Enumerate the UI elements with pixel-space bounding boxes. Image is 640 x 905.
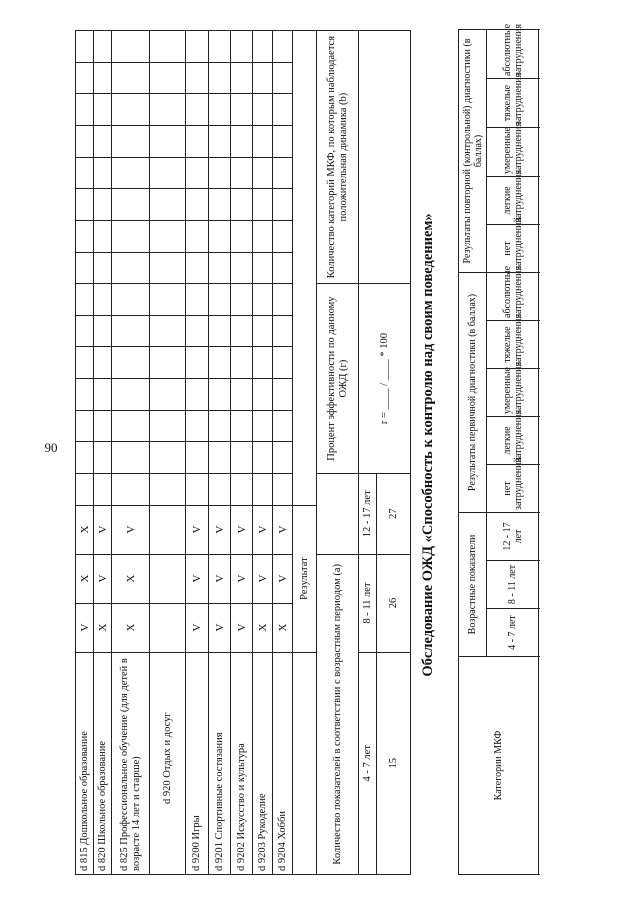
mark-cell	[112, 442, 150, 474]
mark-cell	[150, 315, 186, 347]
mark-cell	[273, 126, 293, 158]
table-row	[150, 31, 186, 875]
mark-cell	[253, 473, 273, 505]
mark-cell	[112, 220, 150, 252]
primary-level-2: умеренные затруднения	[487, 368, 539, 416]
mark-cell	[112, 126, 150, 158]
mark-cell	[150, 442, 186, 474]
mark-cell: V	[186, 603, 209, 652]
mark-cell	[253, 347, 273, 379]
mark-cell: X	[76, 554, 94, 603]
mark-cell	[273, 347, 293, 379]
mark-cell	[112, 315, 150, 347]
row-label: d 9201 Спортивные состязания	[209, 652, 231, 874]
mark-cell	[76, 347, 94, 379]
mark-cell	[273, 252, 293, 284]
mark-cell	[209, 189, 231, 221]
table-row	[186, 31, 209, 875]
mark-cell	[186, 94, 209, 126]
mark-cell	[94, 189, 112, 221]
mark-cell	[150, 157, 186, 189]
mark-cell	[186, 157, 209, 189]
mark-cell: V	[273, 505, 293, 554]
row-label: d 9203 Рукоделие	[253, 652, 273, 874]
mark-cell	[273, 189, 293, 221]
mark-cell	[273, 94, 293, 126]
mark-cell	[94, 94, 112, 126]
mark-cell	[273, 379, 293, 411]
age-value-2: 26	[377, 554, 411, 652]
mark-cell	[150, 252, 186, 284]
mark-cell	[112, 284, 150, 316]
mark-cell	[209, 347, 231, 379]
mark-cell	[76, 379, 94, 411]
table-row	[253, 31, 273, 875]
mark-cell	[209, 284, 231, 316]
mark-cell	[231, 189, 253, 221]
page-number: 90	[44, 440, 58, 455]
mark-cell	[150, 379, 186, 411]
mark-cell	[94, 315, 112, 347]
mark-cell	[186, 473, 209, 505]
mark-cell	[253, 284, 273, 316]
primary-level-3: тяжелые затруднения	[487, 320, 539, 368]
mark-cell	[231, 94, 253, 126]
mark-cell: V	[209, 554, 231, 603]
mark-cell	[94, 126, 112, 158]
mark-cell	[112, 189, 150, 221]
behavior-control-table	[458, 23, 539, 875]
mark-cell: V	[231, 603, 253, 652]
mark-cell: V	[186, 554, 209, 603]
mark-cell	[253, 189, 273, 221]
mark-cell	[209, 379, 231, 411]
mark-cell	[209, 157, 231, 189]
mark-cell	[94, 410, 112, 442]
mark-cell	[209, 126, 231, 158]
mark-cell	[76, 410, 94, 442]
mark-cell	[76, 189, 94, 221]
mark-cell	[231, 347, 253, 379]
mark-cell	[231, 473, 253, 505]
mark-cell: V	[112, 505, 150, 554]
mark-cell	[273, 315, 293, 347]
mark-cell	[231, 220, 253, 252]
col-a-title: Количество показателей в соответствии с возрастным периодом (а)	[317, 554, 359, 874]
mark-cell	[186, 252, 209, 284]
mark-cell	[186, 442, 209, 474]
mark-cell	[253, 379, 273, 411]
row-label: d 9204 Хобби	[273, 652, 293, 874]
mark-cell	[112, 379, 150, 411]
mark-cell	[76, 220, 94, 252]
mark-cell	[94, 442, 112, 474]
mark-cell	[231, 126, 253, 158]
mark-cell	[231, 252, 253, 284]
mark-cell	[94, 347, 112, 379]
table-row	[209, 31, 231, 875]
result-label: Результат	[293, 505, 317, 652]
icf-activity-table	[75, 30, 411, 875]
mark-cell	[253, 94, 273, 126]
mark-cell	[76, 442, 94, 474]
mark-cell	[231, 315, 253, 347]
mark-cell	[150, 347, 186, 379]
mark-cell	[273, 473, 293, 505]
mark-cell	[94, 157, 112, 189]
mark-cell	[112, 94, 150, 126]
mark-cell	[253, 442, 273, 474]
mark-cell	[150, 505, 186, 554]
mark-cell	[253, 126, 273, 158]
table-row	[231, 31, 253, 875]
mark-cell	[76, 252, 94, 284]
mark-cell	[186, 189, 209, 221]
mark-cell	[186, 284, 209, 316]
mark-cell	[253, 410, 273, 442]
primary-title: Результаты первичной диагностики (в баллах)	[459, 272, 487, 512]
mark-cell	[150, 284, 186, 316]
mark-cell: V	[209, 505, 231, 554]
row-label: d 920 Отдых и досуг	[150, 652, 186, 874]
table-row	[112, 31, 150, 875]
mark-cell	[186, 410, 209, 442]
repeat-level-2: умеренные затруднения	[487, 127, 539, 176]
table-row	[273, 31, 293, 875]
mark-cell	[209, 94, 231, 126]
primary-level-0: нет затруднений	[487, 464, 539, 512]
mark-cell: V	[186, 505, 209, 554]
mark-cell	[273, 410, 293, 442]
mark-cell	[209, 442, 231, 474]
row-label: d 9202 Искусство и культура	[231, 652, 253, 874]
table-row	[76, 31, 94, 875]
mark-cell	[150, 220, 186, 252]
mark-cell	[150, 603, 186, 652]
col-g-title: Процент эффективности по данному ОЖД (г)	[317, 284, 359, 474]
mark-cell: X	[76, 505, 94, 554]
age-label-1: 4 - 7 лет	[359, 652, 377, 874]
mark-cell	[186, 379, 209, 411]
mark-cell	[231, 442, 253, 474]
age-label-2: 8 - 11 лет	[359, 554, 377, 652]
mark-cell	[150, 554, 186, 603]
mark-cell	[150, 126, 186, 158]
age-4-7: 4 - 7 лет	[487, 609, 539, 657]
age-value-1: 15	[377, 652, 411, 874]
age-12-17: 12 - 17 лет	[487, 512, 539, 560]
age-value-3: 27	[377, 473, 411, 554]
mark-cell	[112, 347, 150, 379]
mark-cell	[253, 252, 273, 284]
mark-cell: V	[253, 505, 273, 554]
mark-cell	[150, 189, 186, 221]
mark-cell	[186, 315, 209, 347]
repeat-level-4: абсолютные затруднения	[487, 29, 539, 78]
mark-cell: V	[273, 554, 293, 603]
mark-cell	[76, 284, 94, 316]
mark-cell	[76, 94, 94, 126]
repeat-title: Результаты повторной (контрольной) диагностики (в баллах)	[459, 29, 487, 272]
mark-cell	[186, 347, 209, 379]
primary-level-1: легкие затруднения	[487, 416, 539, 464]
repeat-level-3: тяжелые затруднения	[487, 78, 539, 127]
mark-cell: V	[94, 554, 112, 603]
mark-cell	[94, 379, 112, 411]
mark-cell	[94, 284, 112, 316]
age-8-11: 8 - 11 лет	[487, 561, 539, 609]
mark-cell	[273, 284, 293, 316]
mark-cell: V	[253, 554, 273, 603]
mark-cell: V	[209, 603, 231, 652]
mark-cell	[209, 410, 231, 442]
mark-cell	[112, 252, 150, 284]
mark-cell	[253, 220, 273, 252]
mark-cell: V	[94, 505, 112, 554]
mark-cell: X	[94, 603, 112, 652]
mark-cell: X	[112, 554, 150, 603]
mark-cell: V	[231, 554, 253, 603]
col-b-title: Количество категорий МКФ, по которым наблюдается положительная динамика (b)	[317, 31, 359, 284]
mark-cell	[273, 157, 293, 189]
mark-cell: V	[231, 505, 253, 554]
mark-cell	[231, 379, 253, 411]
mark-cell	[112, 473, 150, 505]
mark-cell	[253, 315, 273, 347]
repeat-level-0: нет затруднений	[487, 224, 539, 272]
row-label: d 825 Профессиональное обучение (для детей в возрасте 14 лет и старше)	[112, 652, 150, 874]
mark-cell	[94, 473, 112, 505]
table-row	[94, 31, 112, 875]
age-label-3: 12 - 17 лет	[359, 473, 377, 554]
section-title: Обследование ОЖД «Способность к контролю над своим поведением»	[420, 213, 436, 677]
rotated-content	[75, 23, 543, 875]
mark-cell	[76, 157, 94, 189]
mark-cell	[231, 410, 253, 442]
mark-cell	[253, 157, 273, 189]
mark-cell	[231, 284, 253, 316]
mark-cell	[209, 220, 231, 252]
mark-cell	[94, 220, 112, 252]
col-age: Возрастные показатели	[459, 512, 487, 656]
mark-cell	[186, 126, 209, 158]
mark-cell	[112, 157, 150, 189]
mark-cell	[112, 410, 150, 442]
mark-cell	[76, 126, 94, 158]
mark-cell	[94, 252, 112, 284]
mark-cell: V	[76, 603, 94, 652]
primary-level-4: абсолютные затруднения	[487, 272, 539, 320]
mark-cell	[150, 94, 186, 126]
mark-cell: X	[112, 603, 150, 652]
mark-cell	[186, 220, 209, 252]
mark-cell	[76, 315, 94, 347]
repeat-level-1: легкие затруднения	[487, 176, 539, 224]
mark-cell	[76, 473, 94, 505]
row-label: d 815 Дошкольное образование	[76, 652, 94, 874]
mark-cell	[150, 410, 186, 442]
formula: r = ____ / ____ * 100	[359, 284, 411, 474]
mark-cell	[209, 473, 231, 505]
row-label: d 820 Школьное образование	[94, 652, 112, 874]
mark-cell	[231, 157, 253, 189]
mark-cell	[273, 220, 293, 252]
row-label: d 9200 Игры	[186, 652, 209, 874]
mark-cell	[209, 252, 231, 284]
mark-cell: X	[273, 603, 293, 652]
mark-cell	[209, 315, 231, 347]
mark-cell	[150, 473, 186, 505]
mark-cell	[273, 442, 293, 474]
col-category: Категории МКФ	[459, 657, 539, 875]
mark-cell: X	[253, 603, 273, 652]
